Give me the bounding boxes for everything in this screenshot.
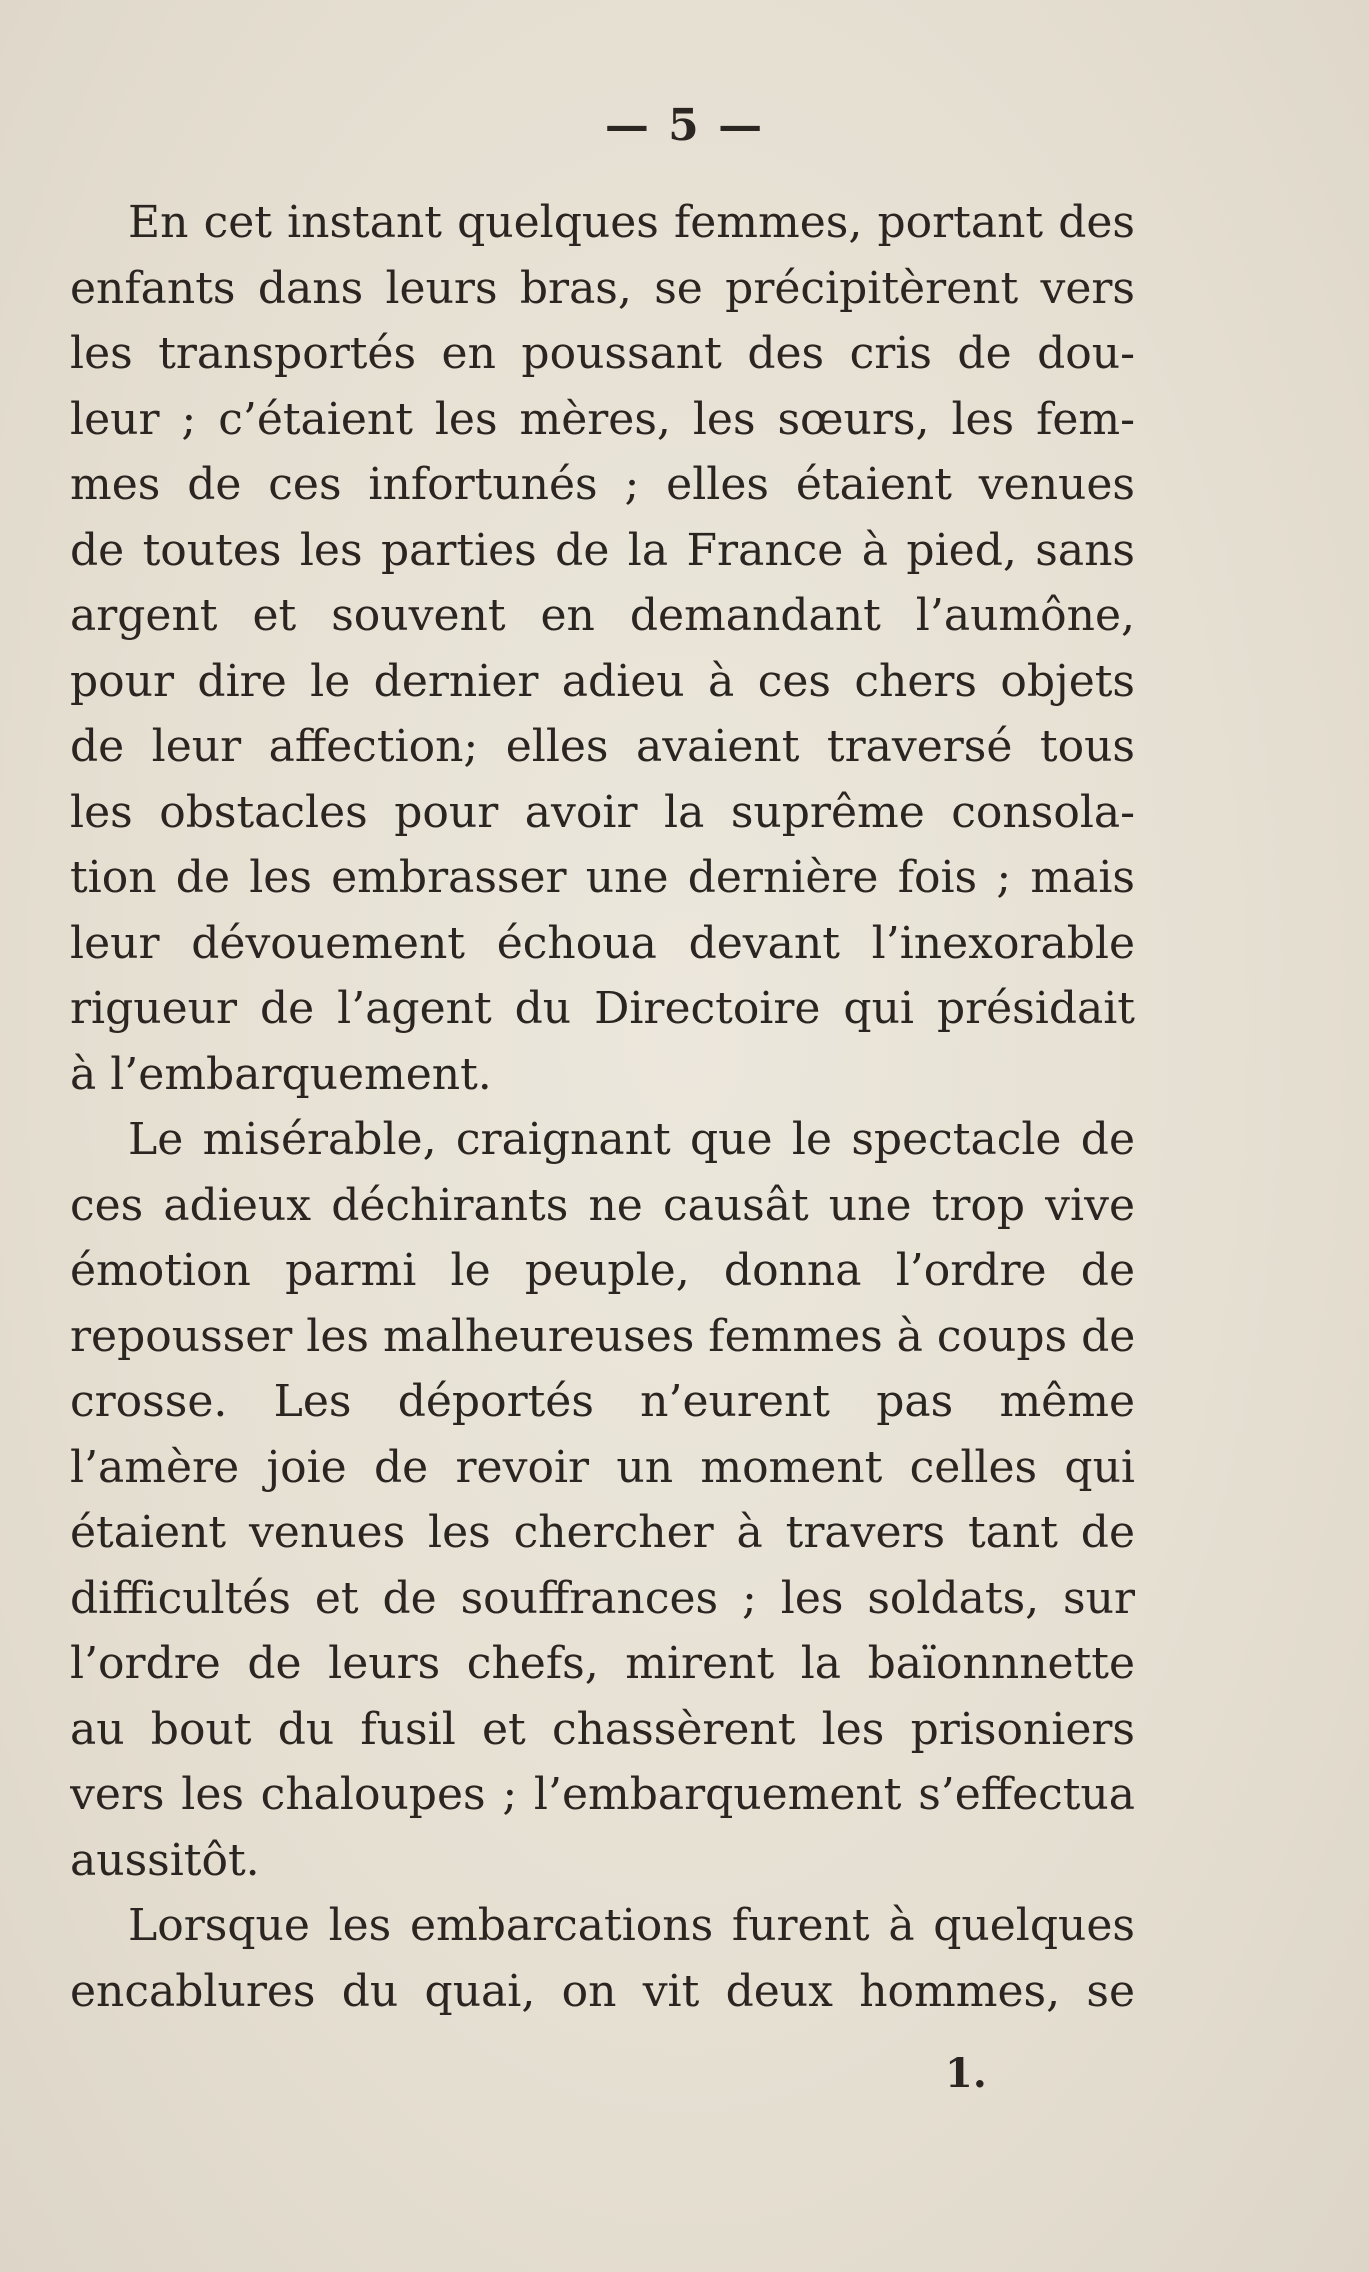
text-line: mes de ces infortunés ; elles étaient venues xyxy=(70,459,1135,510)
text-line: encablures du quai, on vit deux hommes, se xyxy=(70,1965,1135,2017)
text-line: l’ordre de leurs chefs, mirent la baïonnnette xyxy=(70,1638,1135,1689)
text-line: les obstacles pour avoir la suprême consola- xyxy=(70,786,1135,838)
text-line: émotion parmi le peuple, donna l’ordre de xyxy=(70,1245,1135,1296)
text-line: étaient venues les chercher à travers tant de xyxy=(70,1507,1135,1558)
text-line: à l’embarquement. xyxy=(70,1048,492,1100)
text-line: En cet instant quelques femmes, portant des xyxy=(128,197,1135,248)
page-number: — 5 — xyxy=(604,100,765,151)
text-line: aussitôt. xyxy=(70,1834,260,1886)
text-line: les transportés en poussant des cris de dou- xyxy=(70,328,1135,379)
text-line: l’amère joie de revoir un moment celles qui xyxy=(70,1441,1135,1493)
text-line: tion de les embrasser une dernière fois ; mais xyxy=(70,852,1135,903)
signature-mark: 1. xyxy=(945,2050,987,2097)
text-line: vers les chaloupes ; l’embarquement s’effectua xyxy=(70,1769,1135,1820)
text-line: Lorsque les embarcations furent à quelques xyxy=(128,1900,1135,1951)
text-line: leur ; c’étaient les mères, les sœurs, les fem- xyxy=(70,393,1135,445)
text-line: rigueur de l’agent du Directoire qui présidait xyxy=(70,983,1135,1034)
text-line: pour dire le dernier adieu à ces chers objets xyxy=(70,655,1135,707)
text-line: ces adieux déchirants ne causât une trop vive xyxy=(70,1179,1135,1231)
text-line: au bout du fusil et chassèrent les prisoniers xyxy=(70,1703,1135,1755)
text-line: de leur affection; elles avaient traversé tous xyxy=(70,721,1135,772)
text-line: enfants dans leurs bras, se précipitèrent vers xyxy=(70,262,1135,314)
text-line: Le misérable, craignant que le spectacle de xyxy=(128,1114,1135,1165)
body-text xyxy=(70,190,1135,2024)
text-line: crosse. Les déportés n’eurent pas même xyxy=(70,1376,1135,1427)
text-line: argent et souvent en demandant l’aumône, xyxy=(70,590,1135,641)
text-line: repousser les malheureuses femmes à coups de xyxy=(70,1310,1135,1362)
text-line: leur dévouement échoua devant l’inexorable xyxy=(70,917,1135,969)
text-line: de toutes les parties de la France à pied, sans xyxy=(70,524,1135,576)
text-line: difficultés et de souffrances ; les soldats, sur xyxy=(70,1572,1135,1624)
